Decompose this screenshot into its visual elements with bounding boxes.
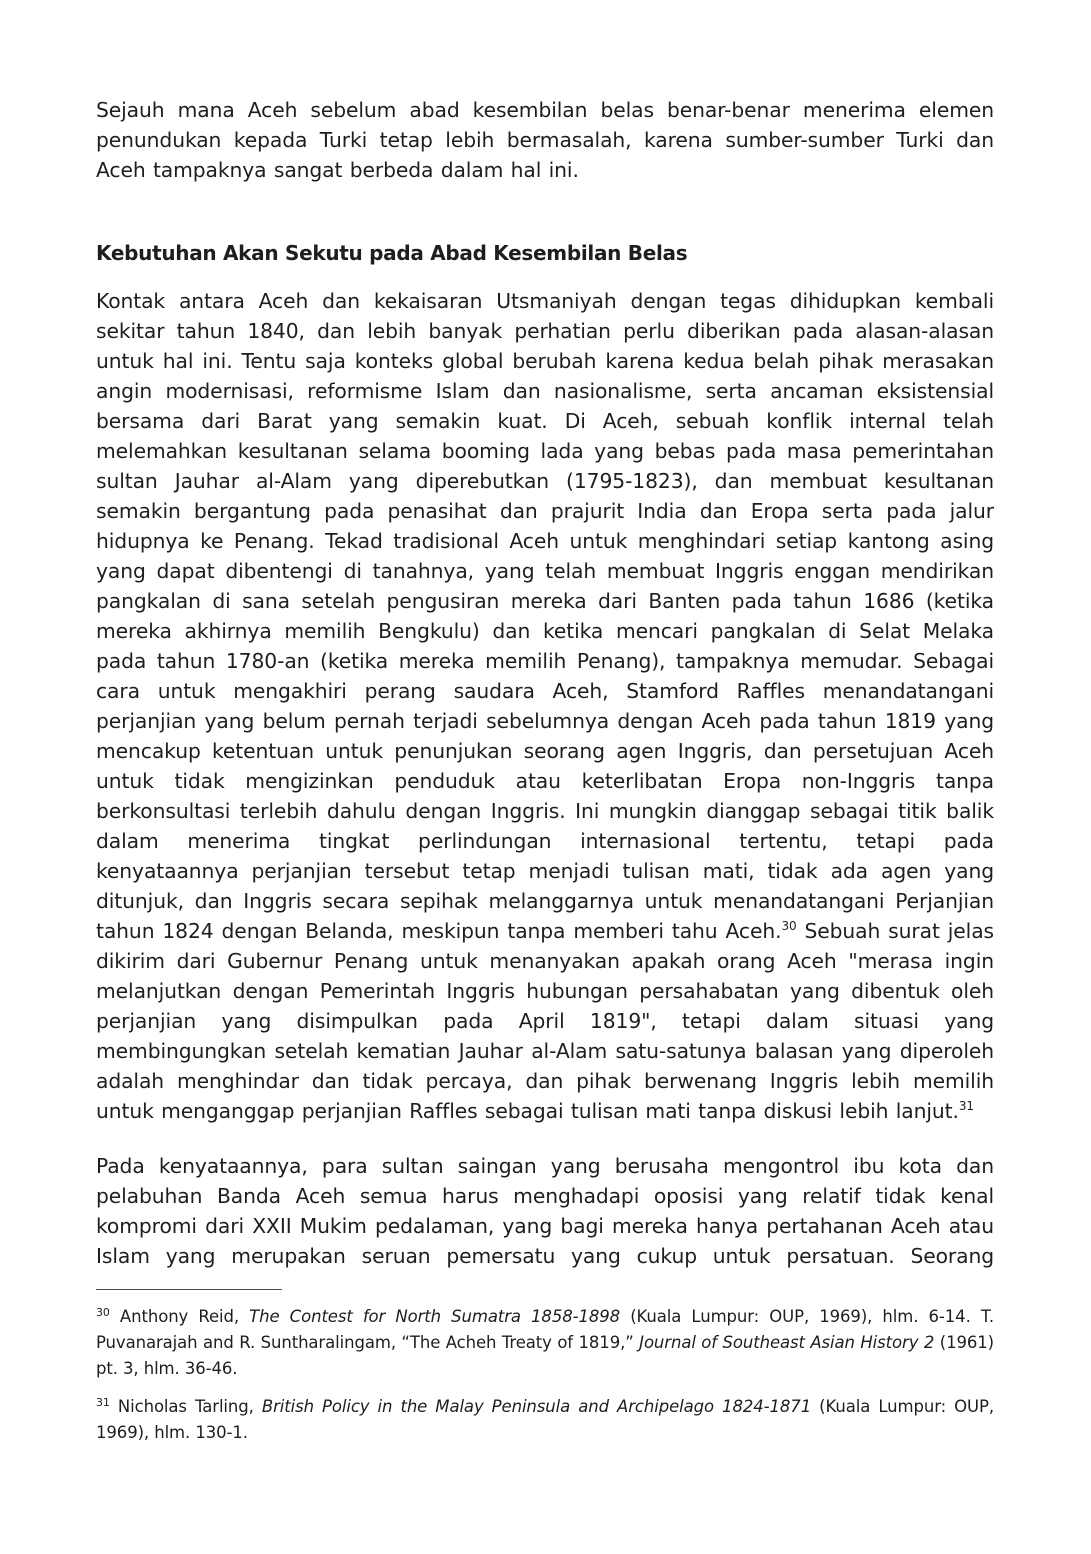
footnote-number: 30 [96,1305,110,1319]
footnote-number: 31 [96,1395,110,1409]
footnote-title: British Policy in the Malay Peninsula and Archipelago 1824-1871 [261,1397,812,1416]
footnote-text: Nicholas Tarling, [109,1397,262,1416]
footnote-31 [96,1394,994,1446]
footnote-text: (Kuala Lumpur: OUP, 1969), hlm. 130-1. [96,1397,994,1442]
footnote-text: (1961) pt. 3, hlm. 36-46. [96,1333,994,1378]
footnote-30 [96,1304,994,1382]
footnote-divider [96,1289,282,1290]
paragraph-continuation: Pada kenyataannya, para sultan saingan yang berusaha mengontrol ibu kota dan pelabuhan Banda Aceh semua harus menghadapi oposisi yang relatif tidak kenal kompromi dari XXII Mukim pedalaman, yang bagi mereka hanya pertahanan Aceh atau Islam yang merupakan seruan pemersatu yang cukup untuk persatuan. Seorang [96,1154,994,1268]
footnote-text: Anthony Reid, [109,1307,250,1326]
footnote-ref-30[interactable]: 30 [781,919,797,934]
footnote-ref-31[interactable]: 31 [958,1099,974,1114]
paragraph-intro: Sejauh mana Aceh sebelum abad kesembilan belas benar-benar menerima elemen penundukan kepada Turki tetap lebih bermasalah, karena sumber-sumber Turki dan Aceh tampaknya sangat berbeda dalam hal ini. [96,98,994,182]
paragraph-main [96,286,994,1126]
footnote-title: The Contest for North Sumatra 1858-1898 [249,1307,621,1326]
paragraph-main-part-b: Sebuah surat jelas dikirim dari Gubernur Penang untuk menanyakan apakah orang Aceh "merasa ingin melanjutkan dengan Pemerintah Inggris hubungan persahabatan yang dibentuk oleh perjanjian yang disimpulkan pada April 1819", tetapi dalam situasi yang membingungkan setelah kematian Jauhar al-Alam satu-satunya balasan yang diperoleh adalah menghindar dan tidak percaya, dan pihak berwenang Inggris lebih memilih untuk menganggap perjanjian Raffles sebagai tulisan mati tanpa diskusi lebih lanjut. [96,919,994,1123]
section-heading: Kebutuhan Akan Sekutu pada Abad Kesembilan Belas [96,241,688,265]
paragraph-main-part-a: Kontak antara Aceh dan kekaisaran Utsmaniyah dengan tegas dihidupkan kembali sekitar tahun 1840, dan lebih banyak perhatian perlu diberikan pada alasan-alasan untuk hal ini. Tentu saja konteks global berubah karena kedua belah pihak merasakan angin modernisasi, reformisme Islam dan nasionalisme, serta ancaman eksistensial bersama dari Barat yang semakin kuat. Di Aceh, sebuah konflik internal telah melemahkan kesultanan selama booming lada yang bebas pada masa pemerintahan sultan Jauhar al-Alam yang diperebutkan (1795-1823), dan membuat kesultanan semakin bergantung pada penasihat dan prajurit India dan Eropa serta pada jalur hidupnya ke Penang. Tekad tradisional Aceh untuk menghindari setiap kantong asing yang dapat dibentengi di tanahnya, yang telah membuat Inggris enggan mendirikan pangkalan di sana setelah pengusiran mereka dari Banten pada tahun 1686 (ketika mereka akhirnya memilih Bengkulu) dan ketika mencari pangkalan di Selat Melaka pada tahun 1780-an (ketika mereka memilih Penang), tampaknya memudar. Sebagai cara untuk mengakhiri perang saudara Aceh, Stamford Raffles menandatangani perjanjian yang belum pernah terjadi sebelumnya dengan Aceh pada tahun 1819 yang mencakup ketentuan untuk penunjukan seorang agen Inggris, dan persetujuan Aceh untuk tidak mengizinkan penduduk atau keterlibatan Eropa non-Inggris tanpa berkonsultasi terlebih dahulu dengan Inggris. Ini mungkin dianggap sebagai titik balik dalam menerima tingkat perlindungan internasional tertentu, tetapi pada kenyataannya perjanjian tersebut tetap menjadi tulisan mati, tidak ada agen yang ditunjuk, dan Inggris secara sepihak melanggarnya untuk menandatangani Perjanjian tahun 1824 dengan Belanda, meskipun tanpa memberi tahu Aceh. [96,289,994,943]
footnote-title: Journal of Southeast Asian History 2 [639,1333,935,1352]
document-page [96,95,994,1446]
footnote-text: (Kuala Lumpur: OUP, 1969), hlm. 6-14. T. Puvanarajah and R. Suntharalingam, “The Acheh Treaty of 1819,” [96,1307,994,1352]
